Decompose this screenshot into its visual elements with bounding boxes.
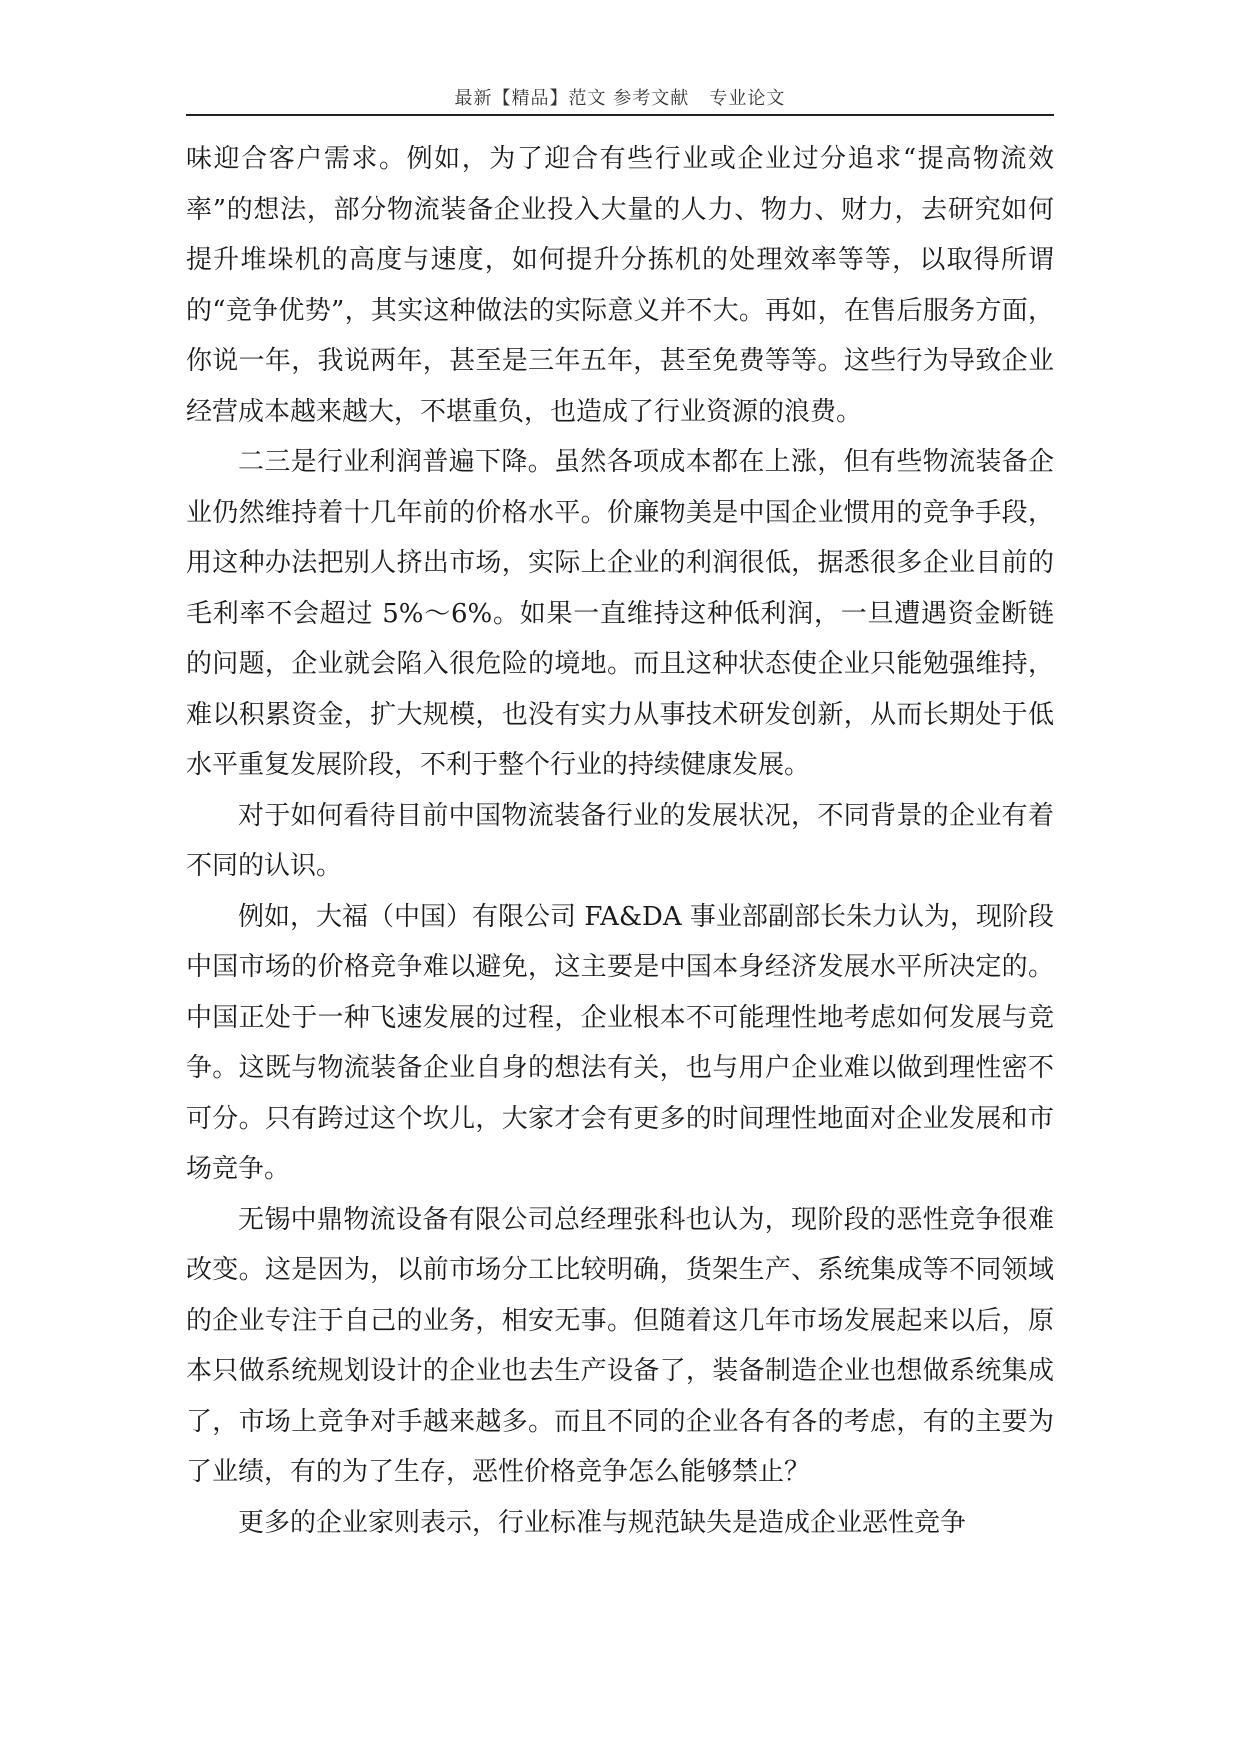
paragraph-3: 对于如何看待目前中国物流装备行业的发展状况，不同背景的企业有着不同的认识。 <box>186 800 1054 881</box>
header-rule <box>186 114 1054 116</box>
page-body <box>186 134 1054 1548</box>
paragraph-1: 味迎合客户需求。例如，为了迎合有些行业或企业过分追求“提高物流效率”的想法，部分物流装备企业投入大量的人力、物力、财力，去研究如何提升堆垛机的高度与速度，如何提升分拣机的处理效率等等，以取得所谓的“竞争优势”，其实这种做法的实际意义并不大。再如，在售后服务方面，你说一年，我说两年，甚至是三年五年，甚至免费等等。这些行为导致企业经营成本越来越大，不堪重负，也造成了行业资源的浪费。 <box>186 144 1054 427</box>
paragraph-4: 例如，大福（中国）有限公司 FA&DA 事业部副部长朱力认为，现阶段中国市场的价格竞争难以避免，这主要是中国本身经济发展水平所决定的。中国正处于一种飞速发展的过程，企业根本不可能理性地考虑如何发展与竞争。这既与物流装备企业自身的想法有关，也与用户企业难以做到理性密不可分。只有跨过这个坎儿，大家才会有更多的时间理性地面对企业发展和市场竞争。 <box>186 901 1054 1184</box>
paragraph-6: 更多的企业家则表示，行业标准与规范缺失是造成企业恶性竞争 <box>238 1507 967 1538</box>
paragraph-5: 无锡中鼎物流设备有限公司总经理张科也认为，现阶段的恶性竞争很难改变。这是因为，以前市场分工比较明确，货架生产、系统集成等不同领域的企业专注于自己的业务，相安无事。但随着这几年市场发展起来以后，原本只做系统规划设计的企业也去生产设备了，装备制造企业也想做系统集成了，市场上竞争对手越来越多。而且不同的企业各有各的考虑，有的主要为了业绩，有的为了生存，恶性价格竞争怎么能够禁止？ <box>186 1204 1054 1487</box>
page-header: 最新【精品】范文 参考文献 专业论文 <box>454 88 786 109</box>
paragraph-2: 二三是行业利润普遍下降。虽然各项成本都在上涨，但有些物流装备企业仍然维持着十几年前的价格水平。价廉物美是中国企业惯用的竞争手段，用这种办法把别人挤出市场，实际上企业的利润很低，据悉很多企业目前的毛利率不会超过 5%～6%。如果一直维持这种低利润，一旦遭遇资金断链的问题，企业就会陷入很危险的境地。而且这种状态使企业只能勉强维持，难以积累资金，扩大规模，也没有实力从事技术研发创新，从而长期处于低水平重复发展阶段，不利于整个行业的持续健康发展。 <box>186 447 1054 780</box>
